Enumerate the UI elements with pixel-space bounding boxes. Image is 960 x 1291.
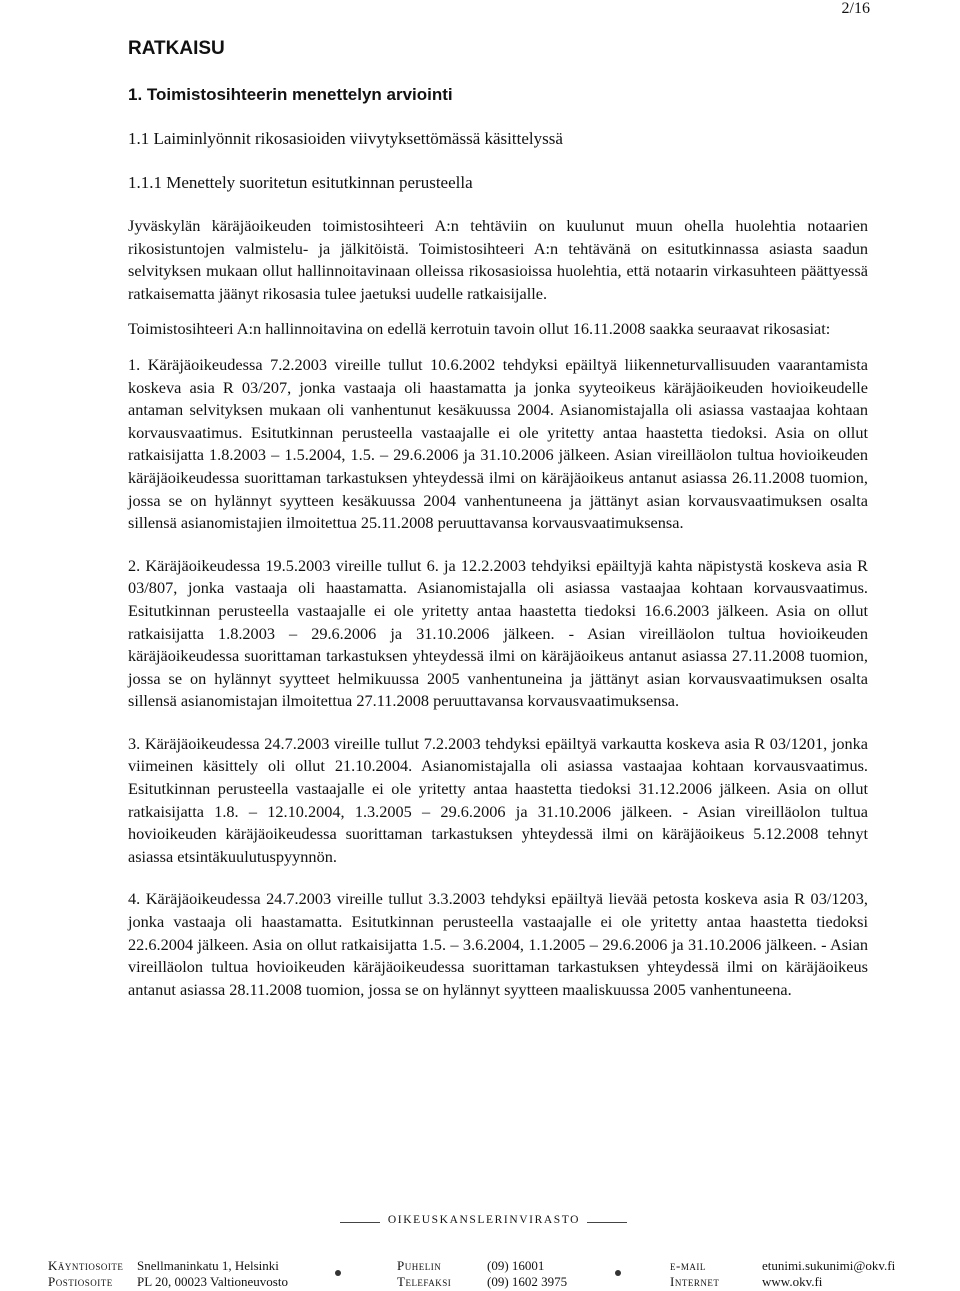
phone-label: Puhelin xyxy=(397,1258,442,1273)
internet-label: Internet xyxy=(670,1274,720,1289)
footer-logo-rule-right xyxy=(587,1222,627,1223)
case-item-2: 2. Käräjäoikeudessa 19.5.2003 vireille tullut 6. ja 12.2.2003 tehdyiksi epäiltyjä kahta näpistystä koskeva asia R 03/807, jonka vastaaja oli haastamatta. Asianomistajalla oli asiassa vastaajaa kohtaan korvausvaatimus. Esitutkinnan perusteella vastaajalle ei ole yritetty antaa haastetta tiedoksi 16.6.2003 jälkeen. Asia on ollut ratkaisijatta 1.8.2003 – 29.6.2006 ja 31.10.2006 jälkeen. - Asian vireilläolon tultua hovioikeuden käräjäoikeudessa suorittaman tarkastuksen yhteydessä ilmi on käräjäoikeus antanut asiassa 27.11.2008 tuomion, jossa se on hylännyt syytteet helmikuussa 2005 vanhentuneina ja jättänyt asian korvausvaatimuksen osalta sillensä asianomistajan ilmoitettua 27.11.2008 peruuttavansa korvausvaatimuksensa. xyxy=(128,555,868,711)
heading-section-1-1: 1.1 Laiminlyönnit rikosasioiden viivytyksettömässä käsittelyssä xyxy=(128,129,563,148)
postal-address-label: Postiosoite xyxy=(48,1274,113,1289)
phone-value: (09) 16001 xyxy=(487,1258,545,1273)
footer-separator-dot-1 xyxy=(335,1270,341,1276)
postal-address-value: PL 20, 00023 Valtioneuvosto xyxy=(137,1274,288,1289)
visiting-address-value: Snellmaninkatu 1, Helsinki xyxy=(137,1258,279,1273)
footer-row-2 xyxy=(0,1274,960,1291)
fax-label: Telefaksi xyxy=(397,1274,452,1289)
case-item-3: 3. Käräjäoikeudessa 24.7.2003 vireille tullut 7.2.2003 tehdyksi epäiltyä varkautta koskeva asia R 03/1201, jonka viimeinen käsittely oli ollut 21.10.2004. Asianomistajalla oli asiassa vastaajaa kohtaan korvausvaatimus. Esitutkinnan perusteella vastaajalle ei ole yritetty antaa haastetta tiedoksi 31.12.2006 jälkeen. Asia on ollut ratkaisijatta 1.8. – 12.10.2004, 1.3.2005 – 29.6.2006 ja 31.10.2006 jälkeen. - Asian vireilläolon tultua hovioikeuden käräjäoikeudessa suorittaman tarkastuksen yhteydessä ilmi on käräjäoikeus 5.12.2008 tehnyt asiassa etsintäkuulutuspyynnön. xyxy=(128,733,868,866)
page-number: 2/16 xyxy=(841,0,870,17)
email-label: e-mail xyxy=(670,1258,706,1273)
footer-logo: OIKEUSKANSLERINVIRASTO xyxy=(387,1214,581,1226)
heading-section-1: 1. Toimistosihteerin menettelyn arviointi xyxy=(128,85,453,104)
case-item-4: 4. Käräjäoikeudessa 24.7.2003 vireille tullut 3.3.2003 tehdyksi epäiltyä lievää petosta koskeva asia R 03/1203, jonka vastaaja oli haastamatta. Esitutkinnan perusteella vastaajalle ei ole yritetty antaa haastetta tiedoksi 22.6.2004 jälkeen. Asia on ollut ratkaisijatta 1.5. – 3.6.2004, 1.1.2005 – 29.6.2006 ja 31.10.2006 jälkeen. - Asian vireilläolon tultua hovioikeuden käräjäoikeudessa suorittaman tarkastuksen yhteydessä ilmi on käräjäoikeus antanut asiassa 28.11.2008 tuomion, jossa se on hylännyt syytteen maaliskuussa 2005 vanhentuneena. xyxy=(128,889,868,999)
body-text xyxy=(128,215,868,1021)
footer-logo-rule-left xyxy=(340,1222,380,1223)
case-item-1: 1. Käräjäoikeudessa 7.2.2003 vireille tullut 10.6.2002 tehdyksi epäiltyä liikenneturvallisuuden vaarantamista koskeva asia R 03/207, jonka vastaaja oli haastamatta ja jonka syyteoikeus käräjäoikeuden hovioikeudelle antaman selvityksen mukaan oli vanhentunut kesäkuussa 2004. Asianomistajalla oli asiassa vastaajaa kohtaan korvausvaatimus. Esitutkinnan perusteella vastaajalle ei ole yritetty antaa haastetta tiedoksi. Asia on ollut ratkaisijatta 1.8.2003 – 1.5.2004, 1.5. – 29.6.2006 ja 31.10.2006 jälkeen. Asian vireilläolon tultua hovioikeuden käräjäoikeudessa suorittaman tarkastuksen yhteydessä ilmi on käräjäoikeus antanut asiassa 26.11.2008 tuomion, jossa se on hylännyt syytteen kesäkuussa 2004 vanhentuneena ja jättänyt asian korvausvaatimuksen osalta sillensä asianomistajien ilmoitettua 25.11.2008 peruuttavansa korvausvaatimuksensa. xyxy=(128,354,868,533)
footer-separator-dot-2 xyxy=(615,1270,621,1276)
paragraph-intro: Jyväskylän käräjäoikeuden toimistosihteeri A:n tehtäviin on kuulunut muun ohella huolehtia notaarien rikosistuntojen valmistelu- ja jälkitöistä. Toimistosihteeri A:n tehtävänä on esitutkinnassa asiasta saadun selvityksen mukaan ollut hallinnoitavinaan olleissa rikosasioissa huolehtia, että notaarin virkasuhteen päättyessä ratkaisematta jäänyt rikosasia tulee jaetuksi uudelle ratkaisijalle. xyxy=(128,216,868,303)
fax-value: (09) 1602 3975 xyxy=(487,1274,568,1289)
paragraph-case-list-intro: Toimistosihteeri A:n hallinnoitavina on edellä kerrotuin tavoin ollut 16.11.2008 saakka seuraavat rikosasiat: xyxy=(128,319,831,339)
visiting-address-label: Käyntiosoite xyxy=(48,1258,124,1273)
email-value[interactable]: etunimi.sukunimi@okv.fi xyxy=(762,1258,896,1273)
internet-value[interactable]: www.okv.fi xyxy=(762,1274,823,1289)
heading-section-1-1-1: 1.1.1 Menettely suoritetun esitutkinnan perusteella xyxy=(128,173,473,192)
footer-row-1 xyxy=(0,1258,960,1275)
heading-ratkaisu: RATKAISU xyxy=(128,38,225,59)
